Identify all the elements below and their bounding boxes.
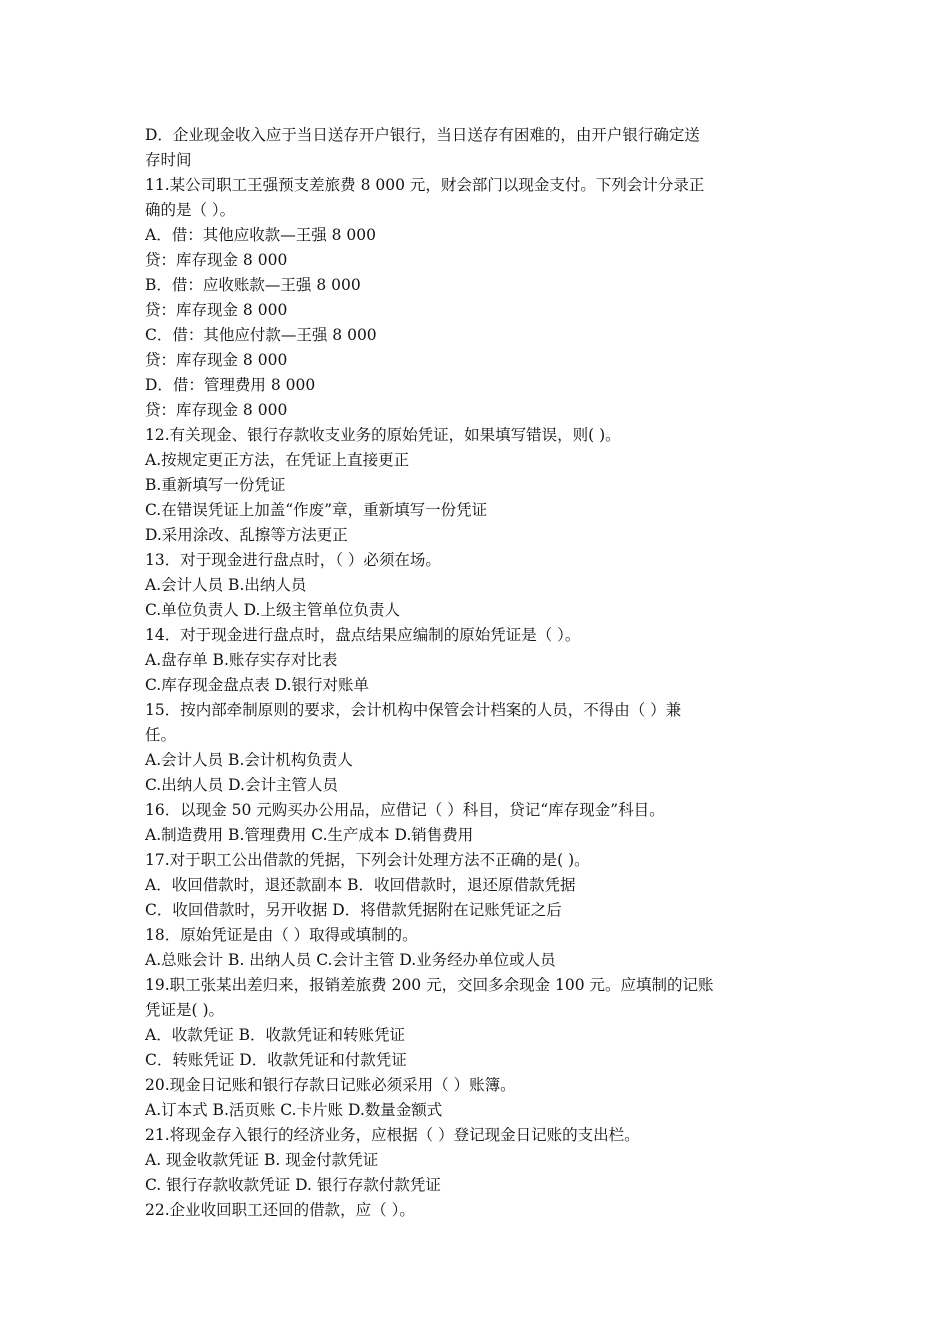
text-line: 任。 [145,726,177,744]
text-line: 存时间 [145,151,192,169]
options-cd: C.单位负责人 D.上级主管单位负责人 [145,601,400,619]
options-ab: A．收款凭证 B．收款凭证和转账凭证 [145,1026,406,1044]
question-22: 22.企业收回职工还回的借款，应（ ）。 [145,1201,415,1219]
question-15: 15．按内部牵制原则的要求，会计机构中保管会计档案的人员，不得由（ ）兼 [145,701,682,719]
options-cd: C.出纳人员 D.会计主管人员 [145,776,338,794]
options-ab: A.会计人员 B.会计机构负责人 [145,751,353,769]
option-a: A.按规定更正方法，在凭证上直接更正 [145,451,410,469]
question-21: 21.将现金存入银行的经济业务，应根据（ ）登记现金日记账的支出栏。 [145,1126,640,1144]
text-line: 凭证是( )。 [145,1001,225,1019]
question-13: 13．对于现金进行盘点时，（ ）必须在场。 [145,551,441,569]
options-abcd: A.总账会计 B. 出纳人员 C.会计主管 D.业务经办单位或人员 [145,951,556,969]
option-b: B.重新填写一份凭证 [145,476,286,494]
option-b: B．借：应收账款—王强 8 000 [145,276,361,294]
option-d: D．借：管理费用 8 000 [145,376,316,394]
options-cd: C．收回借款时，另开收据 D．将借款凭据附在记账凭证之后 [145,901,562,919]
options-ab: A.会计人员 B.出纳人员 [145,576,307,594]
text-line: D．企业现金收入应于当日送存开户银行，当日送存有困难的，由开户银行确定送 [145,126,700,144]
options-abcd: A.订本式 B.活页账 C.卡片账 D.数量金额式 [145,1101,443,1119]
question-12: 12.有关现金、银行存款收支业务的原始凭证，如果填写错误，则( )。 [145,426,621,444]
question-16: 16．以现金 50 元购买办公用品，应借记（ ）科目，贷记“库存现金”科目。 [145,801,665,819]
options-cd: C．转账凭证 D．收款凭证和付款凭证 [145,1051,407,1069]
question-17: 17.对于职工公出借款的凭据，下列会计处理方法不正确的是( )。 [145,851,590,869]
option-d: D.采用涂改、乱擦等方法更正 [145,526,348,544]
question-19: 19.职工张某出差归来，报销差旅费 200 元，交回多余现金 100 元。应填制的记账 [145,976,714,994]
text-line: 贷：库存现金 8 000 [145,351,288,369]
document-page [145,123,765,1223]
options-ab: A．收回借款时，退还款副本 B．收回借款时，退还原借款凭据 [145,876,576,894]
text-line: 贷：库存现金 8 000 [145,301,288,319]
question-18: 18．原始凭证是由（ ）取得或填制的。 [145,926,418,944]
options-ab: A.盘存单 B.账存实存对比表 [145,651,338,669]
option-c: C.在错误凭证上加盖“作废”章，重新填写一份凭证 [145,501,488,519]
question-20: 20.现金日记账和银行存款日记账必须采用（ ）账簿。 [145,1076,516,1094]
text-line: 确的是（ ）。 [145,201,236,219]
options-cd: C. 银行存款收款凭证 D. 银行存款付款凭证 [145,1176,441,1194]
options-ab: A. 现金收款凭证 B. 现金付款凭证 [145,1151,379,1169]
text-line: 贷：库存现金 8 000 [145,401,288,419]
question-11: 11.某公司职工王强预支差旅费 8 000 元，财会部门以现金支付。下列会计分录正 [145,176,705,194]
options-abcd: A.制造费用 B.管理费用 C.生产成本 D.销售费用 [145,826,474,844]
options-cd: C.库存现金盘点表 D.银行对账单 [145,676,369,694]
question-14: 14．对于现金进行盘点时，盘点结果应编制的原始凭证是（ ）。 [145,626,581,644]
option-c: C．借：其他应付款—王强 8 000 [145,326,377,344]
text-line: 贷：库存现金 8 000 [145,251,288,269]
option-a: A．借：其他应收款—王强 8 000 [145,226,376,244]
